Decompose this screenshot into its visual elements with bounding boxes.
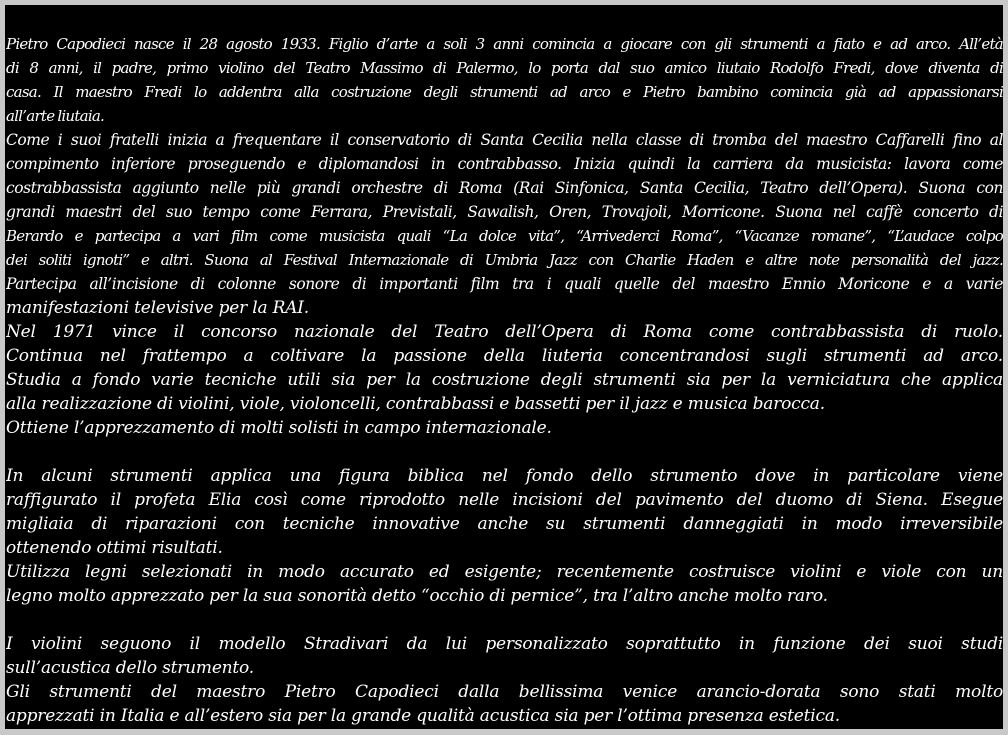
biography-panel xyxy=(5,5,1003,729)
text-line: alla realizzazione di violini, viole, violoncelli, contrabbassi e bassetti per il jazz e musica barocca. xyxy=(6,394,825,414)
text-line: ottenendo ottimi risultati. xyxy=(6,538,223,558)
text-line: casa. Il maestro Fredi lo addentra alla costruzione degli strumenti ad arco e Pietro bambino comincia già ad appassionarsi xyxy=(6,83,1003,101)
paragraph-spacer xyxy=(6,440,1003,464)
paragraph-varnish xyxy=(6,680,1003,728)
paragraph-opera xyxy=(6,320,1003,416)
text-line: grandi maestri del suo tempo come Ferrara, Previstali, Sawalish, Oren, Trovajoli, Morricone. Suona nel caffè concerto di xyxy=(6,203,1003,221)
text-line: Berardo e partecipa a vari film come musicista quali “La dolce vita”, “Arrivederci Roma”, “Vacanze romane”, “L’audace colpo xyxy=(6,227,1003,245)
paragraph-woods xyxy=(6,560,1003,608)
text-line: sull’acustica dello strumento. xyxy=(6,658,254,678)
text-line: dei soliti ignoti” e altri. Suona al Festival Internazionale di Umbria Jazz con Charlie Haden e altre note personalità del jazz. xyxy=(6,251,1003,269)
paragraph-birth xyxy=(6,32,1003,128)
text-line: apprezzati in Italia e all’estero sia per la grande qualità acustica sia per l’ottima presenza estetica. xyxy=(6,706,840,726)
text-line: raffigurato il profeta Elia così come riprodotto nelle incisioni del pavimento del duomo di Siena. Esegue xyxy=(6,490,1003,510)
text-line: Partecipa all’incisione di colonne sonore di importanti film tra i quali quelle del maestro Ennio Moricone e a varie xyxy=(6,275,1003,293)
paragraph-soundtracks xyxy=(6,272,1003,320)
text-line: Utilizza legni selezionati in modo accurato ed esigente; recentemente costruisce violini e viole con un xyxy=(6,562,1003,582)
text-line: manifestazioni televisive per la RAI. xyxy=(6,298,310,318)
biography-text xyxy=(6,32,1003,728)
text-line: In alcuni strumenti applica una figura biblica nel fondo dello strumento dove in particolare viene xyxy=(6,466,1003,486)
text-line: Come i suoi fratelli inizia a frequentare il conservatorio di Santa Cecilia nella classe di tromba del maestro Caffarelli fino al xyxy=(6,131,1003,149)
paragraph-stradivari xyxy=(6,632,1003,680)
text-line: migliaia di riparazioni con tecniche innovative anche su strumenti danneggiati in modo irreversibile xyxy=(6,514,1003,534)
text-line: compimento inferiore proseguendo e diplomandosi in contrabbasso. Inizia quindi la carriera da musicista: lavora come xyxy=(6,155,1003,173)
text-line: Nel 1971 vince il concorso nazionale del Teatro dell’Opera di Roma come contrabbassista di ruolo. xyxy=(6,322,1003,342)
text-line: Continua nel frattempo a coltivare la passione della liuteria concentrandosi sugli strumenti ad arco. xyxy=(6,346,1003,366)
text-line: Ottiene l’apprezzamento di molti solisti in campo internazionale. xyxy=(6,418,552,438)
text-line: costrabbassista aggiunto nelle più grandi orchestre di Roma (Rai Sinfonica, Santa Cecilia, Teatro dell’Opera). Suona con xyxy=(6,179,1003,197)
text-line: di 8 anni, il padre, primo violino del Teatro Massimo di Palermo, lo porta dal suo amico liutaio Rodolfo Fredi, dove diventa di xyxy=(6,59,1003,77)
text-line: Gli strumenti del maestro Pietro Capodieci dalla bellissima venice arancio-dorata sono stati molto xyxy=(6,682,1003,702)
paragraph-recognition xyxy=(6,416,1003,440)
text-line: I violini seguono il modello Stradivari da lui personalizzato soprattutto in funzione dei suoi studi xyxy=(6,634,1003,654)
paragraph-spacer xyxy=(6,608,1003,632)
paragraph-career xyxy=(6,128,1003,272)
paragraph-biblical xyxy=(6,464,1003,560)
text-line: legno molto apprezzato per la sua sonorità detto “occhio di pernice”, tra l’altro anche molto raro. xyxy=(6,586,828,606)
text-line: all’arte liutaia. xyxy=(6,107,105,125)
text-line: Studia a fondo varie tecniche utili sia per la costruzione degli strumenti sia per la verniciatura che applica xyxy=(6,370,1003,390)
text-line: Pietro Capodieci nasce il 28 agosto 1933. Figlio d’arte a soli 3 anni comincia a giocare con gli strumenti a fiato e ad arco. All’età xyxy=(6,35,1003,53)
